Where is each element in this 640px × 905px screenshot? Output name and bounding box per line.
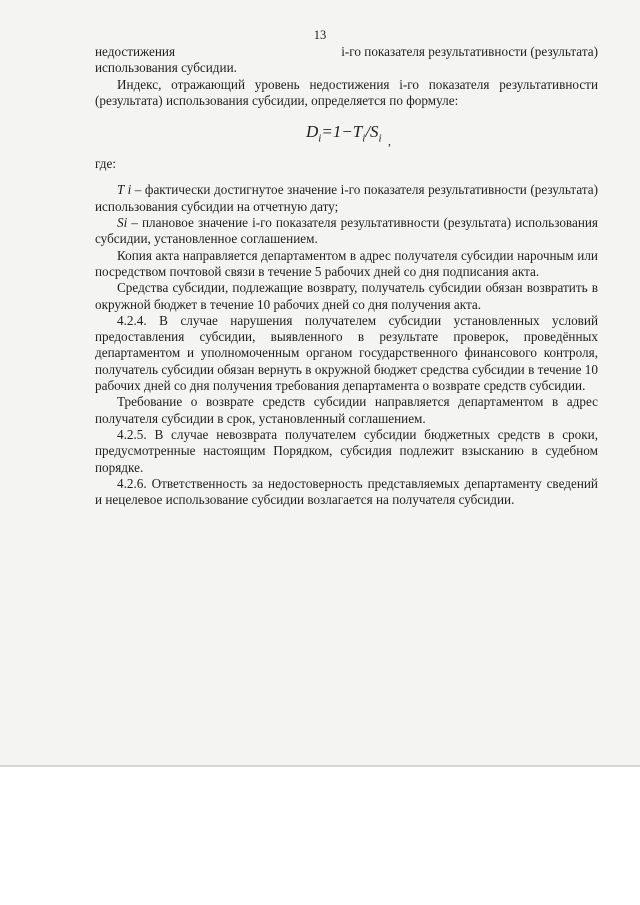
symbol-t: T i [117,182,132,198]
document-body [95,44,598,508]
paragraph-4-2-4: 4.2.4. В случае нарушения получателем субсидии установленных условий предоставления субсидии, выявленного в результате проверок, проведённых департаментом и уполномоченным органом государственного финансового контроля, получатель субсидии обязан вернуть в окружной бюджет средства субсидии в течение 10 рабочих дней со дня получения требования департамента о возврате средств субсидии. [95,312,598,394]
paragraph-funds-return: Средства субсидии, подлежащие возврату, получатель субсидии обязан возвратить в окружной бюджет в течение 10 рабочих дней со дня получения акта. [95,280,598,312]
definition-s [95,215,598,248]
paragraph-4-2-5: 4.2.5. В случае невозврата получателем субсидии бюджетных средств в сроки, предусмотренные настоящим Порядком, субсидия подлежит взысканию в судебном порядке. [95,426,598,475]
definition-t [95,182,598,215]
paragraph-4-2-6: 4.2.6. Ответственность за недостоверность представляемых департаменту сведений и нецелевое использование субсидии возлагается на получателя субсидии. [95,475,598,508]
paragraph-act-copy: Копия акта направляется департаментом в адрес получателя субсидии нарочным или посредством почтовой связи в течение 5 рабочих дней со дня подписания акта. [95,247,598,279]
paragraph-continuation [95,44,598,60]
formula [95,109,598,156]
paragraph-continuation-end: использования субсидии. [95,60,237,76]
paragraph-requirement: Требование о возврате средств субсидии направляется департаментом в адрес получателя субсидии в срок, установленный соглашением. [95,394,598,426]
text-fragment: недостижения [95,44,176,59]
definition-s-text: – плановое значение i-го показателя результативности (результата) использования субсидии, установленное соглашением. [95,215,598,247]
paragraph-index-definition: Индекс, отражающий уровень недостижения i-го показателя результативности (результата) использования субсидии, определяется по формуле: [95,76,598,108]
where-label: где: [95,156,116,172]
page-number: 13 [313,28,327,42]
text-fragment: i-го показателя результативности (результата) [341,44,598,59]
symbol-s: Si [117,215,128,231]
page-bottom-edge [0,765,640,767]
definition-t-text: – фактически достигнутое значение i-го показателя результативности (результата) использования субсидии на отчетную дату; [95,182,599,214]
formula-comma: , [388,134,391,149]
formula-expression: $D_i=1-T_i/S_i$ [306,122,382,145]
